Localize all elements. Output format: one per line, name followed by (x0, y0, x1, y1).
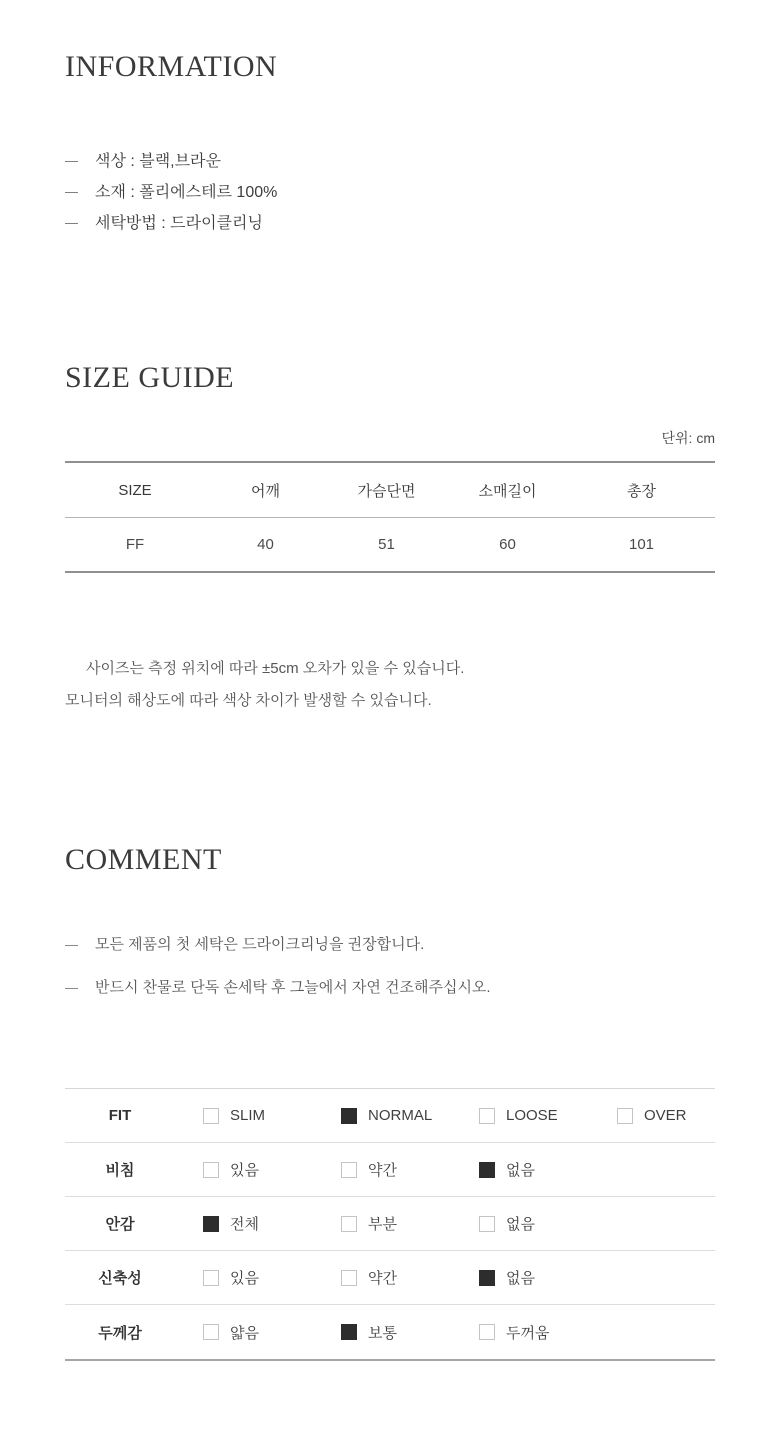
row-label: FIT (108, 1107, 132, 1124)
fit-option (479, 1159, 617, 1180)
cell-shoulder: 40 (257, 536, 274, 553)
list-item (65, 146, 715, 177)
fit-option-label: 없음 (506, 1162, 535, 1179)
information-list (65, 146, 715, 239)
fit-option-label: 얇음 (230, 1324, 259, 1342)
column-header-shoulder: 어깨 (251, 482, 280, 500)
fit-option-label: 부분 (368, 1216, 397, 1233)
dash-icon (65, 192, 78, 193)
checkbox-icon (341, 1324, 357, 1340)
dash-icon (65, 988, 78, 989)
fit-row-stretch (65, 1251, 715, 1305)
fit-option-label: 없음 (506, 1216, 535, 1233)
fit-row-fit (65, 1089, 715, 1143)
row-label: 두께감 (98, 1324, 142, 1342)
fit-option-label: 전체 (230, 1216, 259, 1233)
size-table-header (65, 463, 715, 518)
fit-option (341, 1267, 479, 1288)
cell-chest: 51 (378, 536, 395, 553)
checkbox-icon (341, 1162, 357, 1178)
information-heading: INFORMATION (65, 50, 278, 83)
checkbox-icon (203, 1108, 219, 1124)
fit-option-label: 두꺼움 (506, 1324, 550, 1342)
fit-option-label: 보통 (368, 1324, 397, 1342)
checkbox-icon (479, 1270, 495, 1286)
fit-option (341, 1107, 479, 1124)
list-item (65, 177, 715, 208)
table-row (65, 518, 715, 571)
fit-option (203, 1159, 341, 1180)
fit-option-label: 약간 (368, 1162, 397, 1179)
checkbox-icon (203, 1216, 219, 1232)
row-label: 신축성 (98, 1270, 142, 1287)
row-label: 안감 (105, 1216, 135, 1233)
checkbox-icon (479, 1216, 495, 1232)
row-label: 비침 (105, 1162, 135, 1179)
fit-option (203, 1322, 341, 1343)
checkbox-icon (341, 1108, 357, 1124)
fit-option-label: 있음 (230, 1162, 259, 1179)
fit-option (341, 1159, 479, 1180)
dash-icon (65, 223, 78, 224)
fit-option (203, 1213, 341, 1234)
fit-option-label: 있음 (230, 1270, 259, 1287)
size-guide-heading: SIZE GUIDE (65, 361, 235, 394)
fit-option-label: OVER (644, 1107, 687, 1124)
info-washing: 세탁방법 : 드라이클리닝 (95, 215, 263, 232)
column-header-chest: 가슴단면 (357, 482, 416, 500)
checkbox-icon (617, 1108, 633, 1124)
fit-option (341, 1213, 479, 1234)
fit-option (479, 1213, 617, 1234)
dash-icon (65, 161, 78, 162)
checkbox-icon (203, 1324, 219, 1340)
fit-option-label: NORMAL (368, 1107, 433, 1124)
column-header-size: SIZE (118, 481, 152, 499)
fit-row-lining (65, 1197, 715, 1251)
column-header-sleeve: 소매길이 (478, 482, 537, 500)
cell-size: FF (125, 536, 145, 553)
list-item (65, 937, 715, 953)
comment-list (65, 937, 715, 996)
unit-row (65, 428, 715, 448)
comment-drying: 반드시 찬물로 단독 손세탁 후 그늘에서 자연 건조해주십시오. (95, 979, 491, 996)
fit-option-label: LOOSE (506, 1107, 558, 1124)
checkbox-icon (341, 1216, 357, 1232)
checkbox-icon (203, 1270, 219, 1286)
color-note: 모니터의 해상도에 따라 색상 차이가 발생할 수 있습니다. (65, 692, 432, 709)
fit-option (341, 1322, 479, 1343)
checkbox-icon (479, 1162, 495, 1178)
fit-option (617, 1107, 755, 1124)
checkbox-icon (203, 1162, 219, 1178)
unit-label: 단위: cm (661, 430, 715, 446)
size-table (65, 461, 715, 573)
size-notes (65, 653, 715, 717)
fit-option (203, 1107, 341, 1124)
comment-heading: COMMENT (65, 843, 222, 876)
cell-length: 101 (628, 536, 655, 553)
cell-sleeve: 60 (499, 536, 516, 553)
fit-attribute-table (65, 1088, 715, 1361)
fit-option-label: 없음 (506, 1270, 535, 1287)
list-item (65, 980, 715, 996)
dash-icon (65, 945, 78, 946)
fit-row-sheerness (65, 1143, 715, 1197)
size-note: 사이즈는 측정 위치에 따라 ±5cm 오차가 있을 수 있습니다. (86, 660, 465, 677)
checkbox-icon (341, 1270, 357, 1286)
fit-option (479, 1322, 617, 1343)
fit-row-thickness (65, 1305, 715, 1359)
fit-option-label: 약간 (368, 1270, 397, 1287)
info-color: 색상 : 블랙,브라운 (95, 153, 221, 170)
column-header-length: 총장 (627, 482, 656, 500)
info-material: 소재 : 폴리에스테르 100% (95, 184, 278, 201)
checkbox-icon (479, 1324, 495, 1340)
fit-option (203, 1267, 341, 1288)
product-info-page (65, 50, 715, 1361)
fit-option-label: SLIM (230, 1107, 266, 1124)
comment-washing: 모든 제품의 첫 세탁은 드라이크리닝을 권장합니다. (95, 936, 425, 953)
list-item (65, 208, 715, 239)
fit-option (479, 1267, 617, 1288)
checkbox-icon (479, 1108, 495, 1124)
fit-option (479, 1107, 617, 1124)
